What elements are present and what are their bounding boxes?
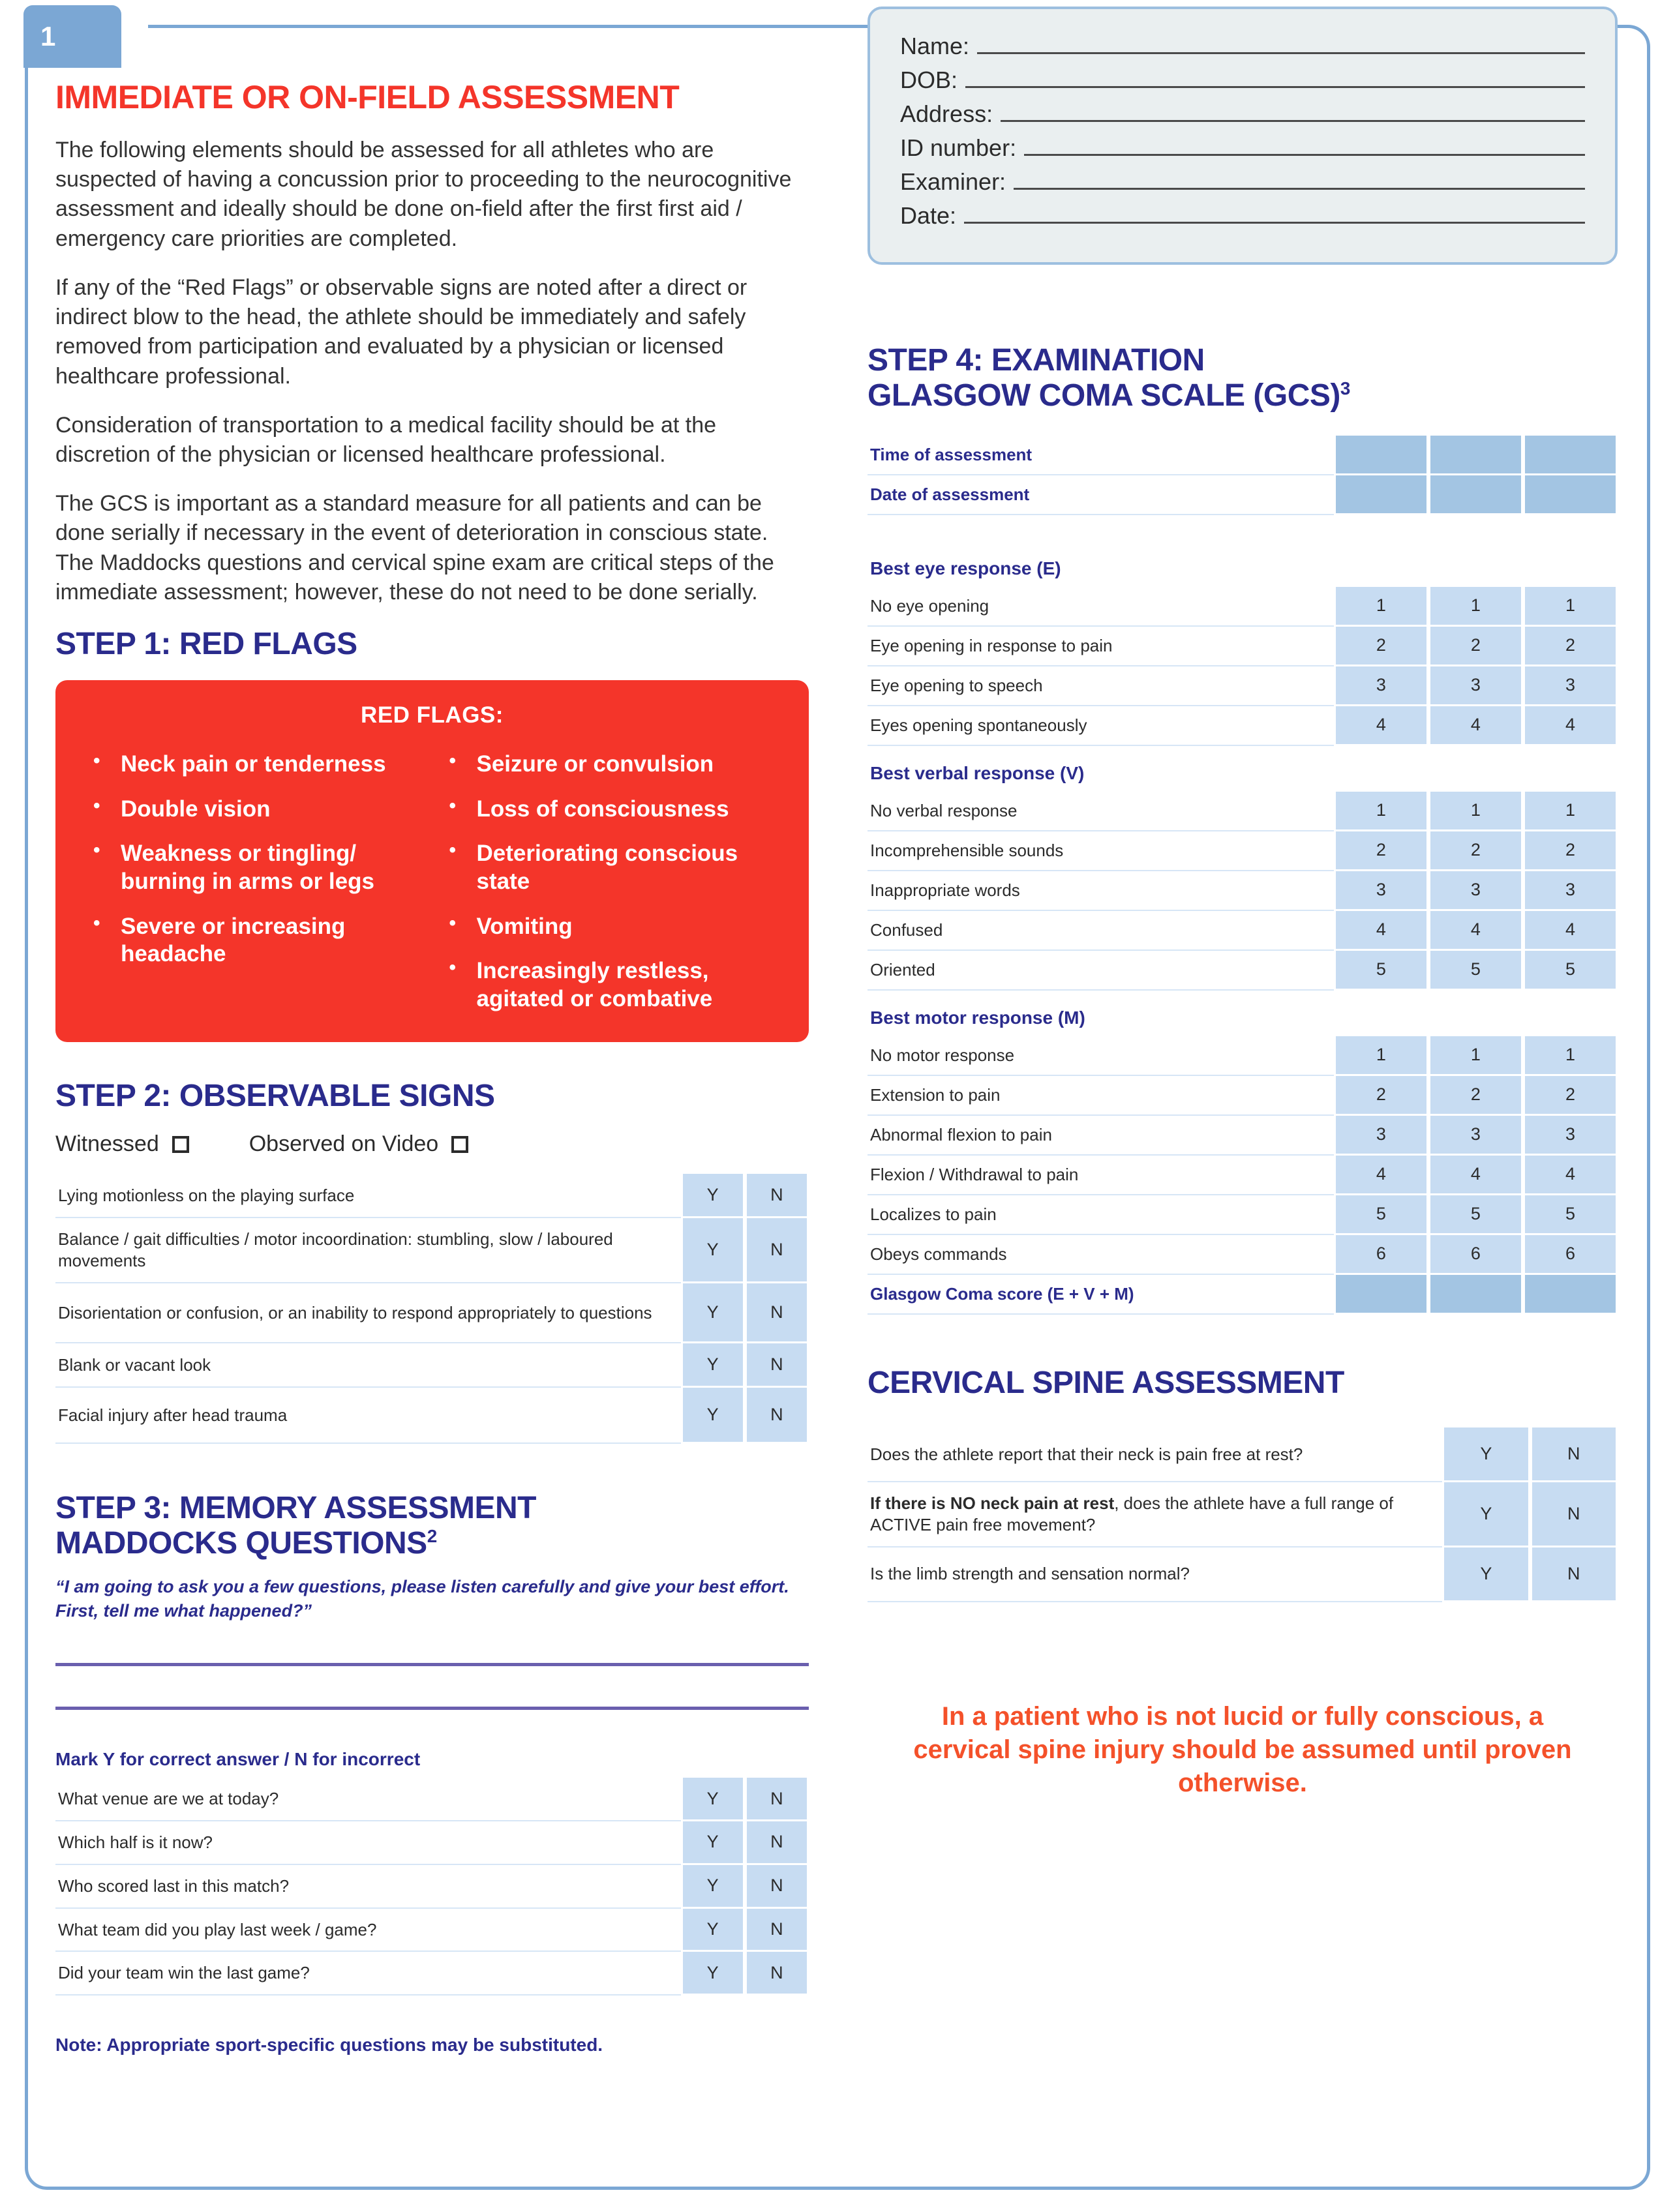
step4-heading [868,343,1618,413]
table-row [868,706,1618,746]
red-flag-item: • Weakness or tingling/ burning in arms or legs [82,840,427,895]
glasgow-coma-score-cell-2[interactable] [1428,1275,1523,1315]
no-cell[interactable]: N [1530,1427,1618,1482]
no-cell[interactable]: N [745,1283,809,1343]
table-row [868,792,1618,831]
name-input[interactable] [977,37,1585,54]
gcs-row-label: Eye opening to speech [868,666,1334,706]
gcs-row-label: No verbal response [868,792,1334,831]
gcs-score-cell[interactable]: 5 [1428,951,1523,991]
gcs-table [868,436,1618,1315]
group-header-row [868,746,1618,792]
gcs-row-label: Flexion / Withdrawal to pain [868,1156,1334,1195]
cervical-question-bold-prefix: If there is NO neck pain at rest [870,1493,1115,1514]
red-flag-item: • Neck pain or tenderness [82,751,427,779]
yes-cell[interactable]: Y [681,1283,745,1343]
id-number-input[interactable] [1024,139,1585,156]
time-of-assessment-cell-3[interactable] [1523,436,1618,475]
no-cell[interactable]: N [745,1218,809,1283]
red-flag-item: • Severe or increasing headache [82,913,427,968]
patient-info-card [868,7,1618,265]
gcs-score-cell[interactable]: 2 [1428,831,1523,871]
table-row [55,1283,809,1343]
red-flag-item: • Vomiting [438,913,783,941]
gcs-score-cell[interactable]: 1 [1334,1036,1428,1076]
cervical-spine-table [868,1427,1618,1602]
gcs-score-cell[interactable]: 1 [1428,792,1523,831]
date-of-assessment-cell-2[interactable] [1428,475,1523,515]
gcs-score-cell[interactable]: 4 [1523,1156,1618,1195]
table-row [868,666,1618,706]
gcs-score-cell[interactable]: 4 [1334,1156,1428,1195]
gcs-table-wrapper [868,436,1618,1315]
table-row [55,1343,809,1388]
address-input[interactable] [1001,105,1585,122]
glasgow-coma-score-cell-1[interactable] [1334,1275,1428,1315]
gcs-score-cell[interactable]: 1 [1523,1036,1618,1076]
observable-sign-label: Balance / gait difficulties / motor incoordination: stumbling, slow / laboured movements [55,1218,681,1283]
yes-cell[interactable]: Y [681,1174,745,1218]
group-header-row [868,991,1618,1036]
gcs-group-title-eye: Best eye response (E) [870,558,1061,578]
name-label: Name: [900,33,970,59]
gcs-score-cell[interactable]: 3 [1428,1116,1523,1156]
date-label: Date: [900,202,957,229]
no-cell[interactable]: N [745,1821,809,1865]
spacer-row [868,515,1618,541]
gcs-score-cell[interactable]: 2 [1334,1076,1428,1116]
gcs-score-cell[interactable]: 5 [1334,951,1428,991]
dob-input[interactable] [965,71,1585,88]
no-cell[interactable]: N [745,1388,809,1444]
id-number-label: ID number: [900,134,1017,161]
table-row [55,1909,809,1952]
gcs-score-cell[interactable]: 4 [1523,706,1618,746]
observable-sign-label: Blank or vacant look [55,1343,681,1388]
time-of-assessment-cell-1[interactable] [1334,436,1428,475]
gcs-score-cell[interactable]: 4 [1428,911,1523,951]
intro-paragraph-4: The GCS is important as a standard measure for all patients and can be done serially if necessary in the event of deterioration in conscious state. The Maddocks questions and cervical spine exam are critical steps of the immediate assessment; however, these do not need to be done serially. [55,491,774,605]
observable-sign-label: Facial injury after head trauma [55,1388,681,1444]
info-row-dob [900,67,1585,94]
page-number-label: 1 [40,21,56,52]
gcs-score-cell[interactable]: 3 [1428,871,1523,911]
gcs-group-title-motor: Best motor response (M) [870,1007,1085,1028]
gcs-score-cell[interactable]: 6 [1428,1235,1523,1275]
gcs-row-label: Extension to pain [868,1076,1334,1116]
time-of-assessment-label: Time of assessment [868,436,1334,475]
gcs-score-cell[interactable]: 1 [1523,587,1618,627]
yes-cell[interactable]: Y [1442,1547,1530,1602]
gcs-row-label: No motor response [868,1036,1334,1076]
cervical-question-label: Is the limb strength and sensation normal? [868,1547,1442,1602]
mark-instruction: Mark Y for correct answer / N for incorrect [55,1749,421,1770]
examiner-input[interactable] [1014,173,1585,190]
red-flags-title: RED FLAGS: [361,702,504,728]
date-input[interactable] [964,207,1585,224]
red-flags-box [55,680,809,1042]
red-flag-item: • Loss of consciousness [438,796,783,824]
observed-on-video-label: Observed on Video [249,1131,439,1157]
glasgow-coma-score-label: Glasgow Coma score (E + V + M) [868,1275,1334,1315]
step1-heading: STEP 1: RED FLAGS [55,627,357,662]
maddocks-instruction: “I am going to ask you a few questions, please listen carefully and give your best effort. First, tell me what happened?” [55,1577,789,1621]
cervical-question-label: Does the athlete report that their neck is pain free at rest? [868,1427,1442,1482]
answer-line-1[interactable] [55,1663,809,1666]
gcs-row-label: Abnormal flexion to pain [868,1116,1334,1156]
maddocks-question-label: What team did you play last week / game? [55,1909,681,1952]
table-row [868,587,1618,627]
gcs-row-label: Confused [868,911,1334,951]
info-row-date [900,202,1585,230]
red-flags-list-right [438,751,783,1013]
yes-cell[interactable]: Y [681,1952,745,1995]
step4-heading-line2: GLASGOW COMA SCALE (GCS) [868,378,1340,413]
gcs-score-cell[interactable]: 2 [1334,627,1428,666]
gcs-score-cell[interactable]: 2 [1523,831,1618,871]
gcs-score-cell[interactable]: 4 [1334,911,1428,951]
gcs-row-label: Inappropriate words [868,871,1334,911]
gcs-score-cell[interactable]: 4 [1334,706,1428,746]
time-of-assessment-cell-2[interactable] [1428,436,1523,475]
maddocks-question-label: What venue are we at today? [55,1778,681,1821]
answer-line-2[interactable] [55,1707,809,1710]
page-title: IMMEDIATE OR ON-FIELD ASSESSMENT [55,79,680,115]
gcs-score-cell[interactable]: 1 [1428,1036,1523,1076]
yes-cell[interactable]: Y [681,1218,745,1283]
step3-heading-line1: STEP 3: MEMORY ASSESSMENT [55,1490,536,1525]
glasgow-coma-score-cell-3[interactable] [1523,1275,1618,1315]
intro-paragraph-2: If any of the “Red Flags” or observable signs are noted after a direct or indirect blow to the head, the athlete should be immediately and safely removed from participation and evaluated by a physician or licensed healthcare professional. [55,275,747,389]
table-row [55,1821,809,1865]
no-cell[interactable]: N [745,1952,809,1995]
gcs-score-cell[interactable]: 2 [1334,831,1428,871]
witnessed-checkbox[interactable] [172,1136,189,1153]
yes-cell[interactable]: Y [681,1821,745,1865]
table-row [868,951,1618,991]
gcs-score-cell[interactable]: 5 [1334,1195,1428,1235]
no-cell[interactable]: N [745,1909,809,1952]
cervical-question-rest: , does the athlete have a full range of ACTIVE pain free movement? [870,1493,1394,1534]
yes-cell[interactable]: Y [681,1909,745,1952]
cervical-question-label [868,1482,1442,1547]
table-row [55,1865,809,1909]
table-row [868,1275,1618,1315]
table-row [868,911,1618,951]
gcs-score-cell[interactable]: 2 [1428,1076,1523,1116]
gcs-score-cell[interactable]: 4 [1428,706,1523,746]
date-of-assessment-cell-1[interactable] [1334,475,1428,515]
maddocks-question-label: Which half is it now? [55,1821,681,1865]
intro-paragraph-3: Consideration of transportation to a medical facility should be at the discretion of the physician or licensed healthcare professional. [55,412,717,467]
maddocks-note: Note: Appropriate sport-specific questions may be substituted. [55,2035,603,2055]
table-row [868,1156,1618,1195]
observable-signs-table [55,1174,809,1444]
gcs-score-cell[interactable]: 1 [1334,792,1428,831]
address-label: Address: [900,100,993,127]
gcs-score-cell[interactable]: 3 [1334,666,1428,706]
observed-on-video-checkbox[interactable] [451,1136,468,1153]
gcs-row-label: Incomprehensible sounds [868,831,1334,871]
gcs-score-cell[interactable]: 3 [1523,871,1618,911]
gcs-score-cell[interactable]: 3 [1428,666,1523,706]
gcs-score-cell[interactable]: 1 [1334,587,1428,627]
no-cell[interactable]: N [745,1778,809,1821]
yes-cell[interactable]: Y [681,1778,745,1821]
table-row [55,1174,809,1218]
cervical-warning-text: In a patient who is not lucid or fully conscious, a cervical spine injury should be assumed until proven otherwise. [913,1701,1572,1798]
table-row [868,871,1618,911]
observable-sign-label: Lying motionless on the playing surface [55,1174,681,1218]
gcs-score-cell[interactable]: 4 [1428,1156,1523,1195]
table-row [868,831,1618,871]
table-row [868,627,1618,666]
red-flags-list-left [82,751,427,1013]
gcs-row-label: No eye opening [868,587,1334,627]
gcs-score-cell[interactable]: 2 [1523,1076,1618,1116]
step4-heading-line1: STEP 4: EXAMINATION [868,343,1205,378]
intro-paragraph-1: The following elements should be assessed for all athletes who are suspected of having a concussion prior to proceeding to the neurocognitive assessment and ideally should be done on-field after the first first aid / emergency care priorities are completed. [55,138,792,251]
gcs-score-cell[interactable]: 1 [1428,587,1523,627]
gcs-row-label: Localizes to pain [868,1195,1334,1235]
maddocks-questions-table [55,1778,809,1995]
table-row [868,1036,1618,1076]
observable-signs-checkboxes [55,1131,809,1157]
gcs-row-label: Oriented [868,951,1334,991]
info-row-id-number [900,134,1585,162]
gcs-score-cell[interactable]: 3 [1334,871,1428,911]
table-row [868,475,1618,515]
gcs-score-cell[interactable]: 5 [1428,1195,1523,1235]
gcs-score-cell[interactable]: 5 [1523,951,1618,991]
date-of-assessment-label: Date of assessment [868,475,1334,515]
table-row [55,1388,809,1444]
maddocks-question-label: Who scored last in this match? [55,1865,681,1909]
left-column [55,78,809,2055]
red-flag-item: • Double vision [82,796,427,824]
table-row [55,1778,809,1821]
gcs-score-cell[interactable]: 3 [1334,1116,1428,1156]
gcs-score-cell[interactable]: 6 [1523,1235,1618,1275]
witnessed-label: Witnessed [55,1131,159,1157]
table-row [868,1195,1618,1235]
table-row [868,1116,1618,1156]
yes-cell[interactable]: Y [681,1343,745,1388]
table-row [55,1218,809,1283]
gcs-score-cell[interactable]: 1 [1523,792,1618,831]
gcs-score-cell[interactable]: 5 [1523,1195,1618,1235]
gcs-score-cell[interactable]: 2 [1428,627,1523,666]
dob-label: DOB: [900,67,958,93]
step3-heading [55,1491,809,1561]
no-cell[interactable]: N [1530,1547,1618,1602]
info-row-name [900,33,1585,60]
no-cell[interactable]: N [745,1174,809,1218]
observable-sign-label: Disorientation or confusion, or an inability to respond appropriately to questions [55,1283,681,1343]
gcs-score-cell[interactable]: 3 [1523,1116,1618,1156]
gcs-row-label: Obeys commands [868,1235,1334,1275]
yes-cell[interactable]: Y [1442,1427,1530,1482]
gcs-score-cell[interactable]: 6 [1334,1235,1428,1275]
table-row [868,1547,1618,1602]
maddocks-question-label: Did your team win the last game? [55,1952,681,1995]
gcs-row-label: Eyes opening spontaneously [868,706,1334,746]
red-flag-item: • Seizure or convulsion [438,751,783,779]
no-cell[interactable]: N [745,1865,809,1909]
gcs-score-cell[interactable]: 2 [1523,627,1618,666]
red-flag-item: • Deteriorating conscious state [438,840,783,895]
step2-heading: STEP 2: OBSERVABLE SIGNS [55,1078,495,1113]
right-column [868,7,1618,1800]
red-flag-item: • Increasingly restless, agitated or combative [438,957,783,1013]
group-header-row [868,541,1618,587]
table-row [868,436,1618,475]
date-of-assessment-cell-3[interactable] [1523,475,1618,515]
examiner-label: Examiner: [900,168,1006,195]
gcs-score-cell[interactable]: 4 [1523,911,1618,951]
info-row-examiner [900,168,1585,196]
table-row [868,1427,1618,1482]
yes-cell[interactable]: Y [681,1865,745,1909]
no-cell[interactable]: N [745,1343,809,1388]
info-row-address [900,100,1585,128]
cervical-spine-heading: CERVICAL SPINE ASSESSMENT [868,1365,1344,1400]
step3-heading-line2: MADDOCKS QUESTIONS [55,1525,427,1561]
page-number-tab [23,5,121,68]
table-row [868,1482,1618,1547]
gcs-score-cell[interactable]: 3 [1523,666,1618,706]
gcs-row-label: Eye opening in response to pain [868,627,1334,666]
no-cell[interactable]: N [1530,1482,1618,1547]
step3-footnote-marker: 2 [427,1525,437,1546]
yes-cell[interactable]: Y [1442,1482,1530,1547]
table-row [868,1235,1618,1275]
yes-cell[interactable]: Y [681,1388,745,1444]
table-row [868,1076,1618,1116]
step4-footnote-marker: 3 [1340,378,1350,398]
gcs-group-title-verbal: Best verbal response (V) [870,762,1085,783]
table-row [55,1952,809,1995]
